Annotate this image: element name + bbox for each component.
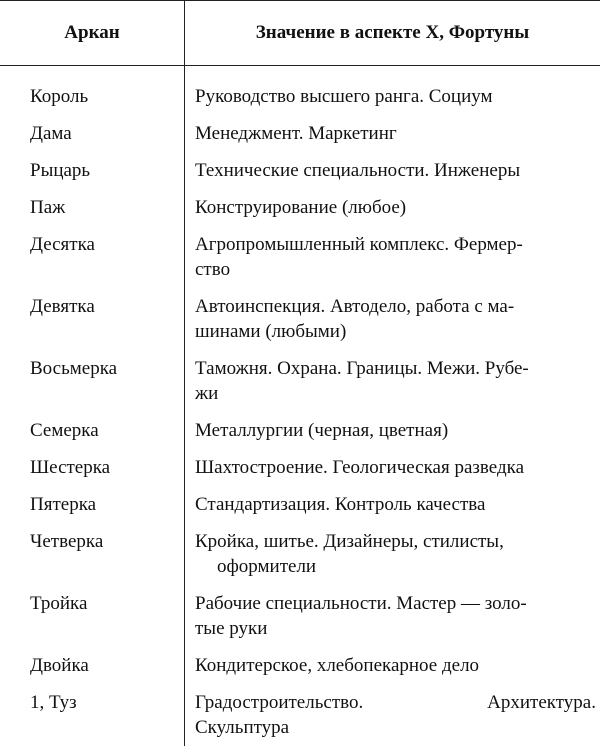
arcana-cell: Четверка bbox=[0, 529, 185, 591]
arcana-cell: Восьмерка bbox=[0, 356, 185, 418]
meaning-line: оформители bbox=[217, 556, 317, 577]
meaning-line: Кондитерское, хлебопекарное дело bbox=[195, 655, 480, 676]
table-row bbox=[0, 356, 600, 418]
table-row bbox=[0, 418, 600, 455]
spacer-cell bbox=[185, 66, 600, 85]
arcana-cell: Пятерка bbox=[0, 492, 185, 529]
meaning-line: Градостроительство. Архитектура. bbox=[195, 692, 596, 713]
arcana-cell: Шестерка bbox=[0, 455, 185, 492]
meaning-line: Руководство высшего ранга. Социум bbox=[195, 86, 493, 107]
arcana-cell: Двойка bbox=[0, 653, 185, 690]
meaning-cell bbox=[185, 356, 600, 418]
meaning-cell bbox=[185, 294, 600, 356]
arcana-cell: Тройка bbox=[0, 591, 185, 653]
meaning-cell bbox=[185, 84, 600, 121]
table-row bbox=[0, 653, 600, 690]
meaning-cell bbox=[185, 690, 600, 746]
column-header-meaning: Значение в аспекте X, Фортуны bbox=[185, 1, 600, 66]
meaning-line: Технические специальности. Инженеры bbox=[195, 160, 521, 181]
meaning-cell bbox=[185, 418, 600, 455]
meaning-line: Рабочие специальности. Мастер — золо- bbox=[195, 593, 527, 614]
meaning-line: Агропромышленный комплекс. Фермер- bbox=[195, 234, 523, 255]
meaning-line: Шахтостроение. Геологическая разведка bbox=[195, 457, 525, 478]
table-spacer bbox=[0, 66, 600, 85]
arcana-cell: Десятка bbox=[0, 232, 185, 294]
meaning-cell bbox=[185, 492, 600, 529]
meaning-cell bbox=[185, 121, 600, 158]
meaning-cell bbox=[185, 195, 600, 232]
column-header-arcana: Аркан bbox=[0, 1, 185, 66]
meaning-line: Кройка, шитье. Дизайнеры, стилисты, bbox=[195, 531, 504, 552]
arcana-cell: Семерка bbox=[0, 418, 185, 455]
arcana-cell: Девятка bbox=[0, 294, 185, 356]
table-row bbox=[0, 195, 600, 232]
table-row bbox=[0, 232, 600, 294]
table-header-row bbox=[0, 1, 600, 66]
meaning-line: Скульптура bbox=[195, 717, 290, 738]
meaning-line: Менеджмент. Маркетинг bbox=[195, 123, 397, 144]
table-row bbox=[0, 84, 600, 121]
meaning-line: тые руки bbox=[195, 618, 268, 639]
table-row bbox=[0, 158, 600, 195]
table-row bbox=[0, 455, 600, 492]
table-row bbox=[0, 492, 600, 529]
meaning-cell bbox=[185, 455, 600, 492]
meaning-line: Автоинспекция. Автодело, работа с ма- bbox=[195, 296, 515, 317]
table-row bbox=[0, 690, 600, 746]
meaning-line: Металлургии (черная, цветная) bbox=[195, 420, 449, 441]
arcana-cell: Рыцарь bbox=[0, 158, 185, 195]
arcana-cell: Паж bbox=[0, 195, 185, 232]
meaning-cell bbox=[185, 653, 600, 690]
arcana-cell: 1, Туз bbox=[0, 690, 185, 746]
arcana-cell: Дама bbox=[0, 121, 185, 158]
arcana-cell: Король bbox=[0, 84, 185, 121]
spacer-cell bbox=[0, 66, 185, 85]
meaning-cell bbox=[185, 158, 600, 195]
meaning-line: Конструирование (любое) bbox=[195, 197, 407, 218]
meaning-cell bbox=[185, 232, 600, 294]
meaning-line: Стандартизация. Контроль качества bbox=[195, 494, 486, 515]
meaning-line: ство bbox=[195, 259, 231, 280]
table-row bbox=[0, 591, 600, 653]
meaning-line: шинами (любыми) bbox=[195, 321, 347, 342]
table-row bbox=[0, 529, 600, 591]
meaning-cell bbox=[185, 591, 600, 653]
meaning-line: Таможня. Охрана. Границы. Межи. Рубе- bbox=[195, 358, 529, 379]
meaning-line: жи bbox=[195, 383, 219, 404]
table-row bbox=[0, 121, 600, 158]
table-row bbox=[0, 294, 600, 356]
meaning-cell bbox=[185, 529, 600, 591]
